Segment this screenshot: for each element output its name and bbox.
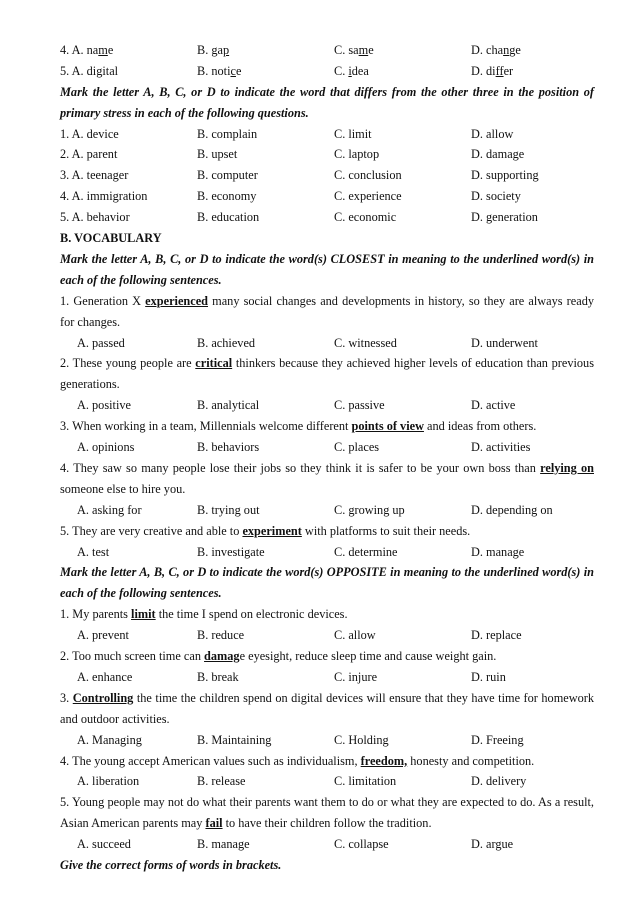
- stress-row: [60, 186, 594, 207]
- pronunciation-tail: [60, 40, 594, 82]
- closest-question-list: [60, 291, 594, 563]
- option-b: B. gap: [197, 43, 230, 57]
- answer-option-d: D. manage: [471, 544, 525, 559]
- answer-option-b: B. trying out: [197, 502, 260, 517]
- option-a: 3. A. teenager: [60, 168, 129, 183]
- option-b: B. upset: [197, 147, 238, 162]
- answer-option-a: A. positive: [77, 398, 131, 413]
- answer-options: [60, 333, 594, 354]
- stress-row: [60, 165, 594, 186]
- answer-option-b: B. Maintaining: [197, 732, 272, 747]
- answer-option-c: C. collapse: [334, 837, 389, 852]
- underlined-keyword: Controlling: [72, 690, 134, 705]
- question-text: 3. When working in a team, Millennials welcome different points of view and ideas from others.: [60, 419, 537, 434]
- answer-options: [60, 395, 594, 416]
- answer-option-a: A. enhance: [77, 669, 133, 684]
- answer-option-a: A. prevent: [77, 628, 129, 643]
- answer-option-d: D. depending on: [471, 502, 553, 517]
- vocabulary-heading: B. VOCABULARY: [60, 231, 162, 246]
- option-c: C. idea: [334, 63, 369, 78]
- option-c: C. economic: [334, 210, 397, 225]
- question-text: 2. Too much screen time can damage eyesight, reduce sleep time and cause weight gain.: [60, 649, 497, 664]
- answer-options: [60, 625, 594, 646]
- opposite-instruction: Mark the letter A, B, C, or D to indicate the word(s) OPPOSITE in meaning to the underlined word(s) in each of the following sentences.: [60, 565, 594, 601]
- question-text: 3. Controlling the time the children spend on digital devices will ensure that they have time for homework and outdoor activities.: [60, 690, 594, 726]
- option-a: 5. A. digital: [60, 63, 119, 78]
- option-d: D. change: [471, 43, 521, 57]
- stress-row: [60, 144, 594, 165]
- answer-options: [60, 542, 594, 563]
- answer-option-c: C. places: [334, 440, 380, 455]
- question-text: 5. They are very creative and able to experiment with platforms to suit their needs.: [60, 523, 471, 538]
- answer-option-a: A. succeed: [77, 837, 131, 852]
- answer-option-a: A. asking for: [77, 502, 142, 517]
- option-c: C. conclusion: [334, 168, 402, 183]
- underlined-keyword: experienced: [145, 293, 209, 308]
- answer-options: [60, 500, 594, 521]
- underlined-keyword: points of view: [351, 419, 424, 434]
- underlined-sound: ff: [495, 63, 504, 78]
- answer-options: [60, 437, 594, 458]
- answer-option-a: A. passed: [77, 335, 125, 350]
- answer-option-c: C. determine: [334, 544, 398, 559]
- pronunciation-row: [60, 40, 594, 61]
- answer-option-b: B. release: [197, 774, 246, 789]
- answer-option-d: D. Freeing: [471, 732, 524, 747]
- answer-options: [60, 834, 594, 855]
- answer-option-b: B. reduce: [197, 628, 245, 643]
- answer-option-d: D. replace: [471, 628, 522, 643]
- answer-option-b: B. break: [197, 669, 239, 684]
- word-forms-instruction: Give the correct forms of words in brackets.: [60, 858, 282, 873]
- worksheet-page: [60, 40, 594, 876]
- option-c: C. laptop: [334, 147, 380, 162]
- answer-option-c: C. witnessed: [334, 335, 397, 350]
- answer-option-c: C. injure: [334, 669, 378, 684]
- answer-option-b: B. behaviors: [197, 440, 260, 455]
- option-c: C. experience: [334, 189, 402, 204]
- answer-option-d: D. underwent: [471, 335, 538, 350]
- answer-option-a: A. Managing: [77, 732, 142, 747]
- underlined-keyword: experiment: [242, 523, 302, 538]
- underlined-sound: i: [348, 63, 352, 78]
- underlined-sound: c: [230, 63, 236, 78]
- stress-instruction: Mark the letter A, B, C, or D to indicate the word that differs from the other three in the position of primary stress in each of the following questions.: [60, 84, 594, 120]
- option-d: D. damage: [471, 147, 525, 162]
- option-a: 5. A. behavior: [60, 210, 130, 225]
- answer-options: [60, 771, 594, 792]
- option-a: 4. A. immigration: [60, 189, 148, 204]
- option-d: D. allow: [471, 126, 514, 141]
- answer-option-b: B. achieved: [197, 335, 256, 350]
- answer-option-c: C. Holding: [334, 732, 389, 747]
- answer-option-c: C. limitation: [334, 774, 397, 789]
- underlined-keyword: critical: [195, 356, 233, 371]
- question-text: 2. These young people are critical thinkers because they achieved higher levels of education than previous generations.: [60, 356, 594, 392]
- answer-options: [60, 730, 594, 751]
- option-b: B. education: [197, 210, 260, 225]
- option-b: B. computer: [197, 168, 258, 183]
- stress-question-list: [60, 124, 594, 228]
- option-b: B. complain: [197, 126, 258, 141]
- opposite-question-list: [60, 604, 594, 855]
- answer-option-b: B. analytical: [197, 398, 260, 413]
- answer-option-b: B. investigate: [197, 544, 265, 559]
- pronunciation-row: [60, 61, 594, 82]
- option-b: B. notice: [197, 63, 242, 78]
- underlined-sound: p: [222, 43, 230, 57]
- answer-option-d: D. delivery: [471, 774, 527, 789]
- question-text: 5. Young people may not do what their parents want them to do or what they are expected to do. As a result, Asian American parents may fail to have their children follow the tradition.: [60, 795, 594, 831]
- option-b: B. economy: [197, 189, 257, 204]
- underlined-keyword: limit: [131, 607, 156, 622]
- option-c: C. same: [334, 43, 374, 57]
- answer-option-d: D. argue: [471, 837, 514, 852]
- answer-option-c: C. growing up: [334, 502, 405, 517]
- option-a: 1. A. device: [60, 126, 119, 141]
- answer-option-c: C. passive: [334, 398, 385, 413]
- option-d: D. society: [471, 189, 521, 204]
- option-d: D. differ: [471, 63, 514, 78]
- question-text: 1. My parents limit the time I spend on electronic devices.: [60, 607, 348, 622]
- underlined-sound: g: [96, 63, 103, 78]
- question-text: 4. The young accept American values such as individualism, freedom, honesty and competition.: [60, 753, 535, 768]
- option-d: D. generation: [471, 210, 538, 225]
- underlined-sound: m: [358, 43, 369, 57]
- answer-option-b: B. manage: [197, 837, 250, 852]
- closest-instruction: Mark the letter A, B, C, or D to indicate the word(s) CLOSEST in meaning to the underlined word(s) in each of the following sentences.: [60, 251, 594, 287]
- underlined-keyword: fail: [205, 816, 223, 831]
- option-a: 2. A. parent: [60, 147, 118, 162]
- option-a: 4. A. name: [60, 43, 114, 57]
- answer-option-c: C. allow: [334, 628, 376, 643]
- option-c: C. limit: [334, 126, 372, 141]
- underlined-keyword: damag: [204, 649, 240, 664]
- question-text: 4. They saw so many people lose their jobs so they think it is safer to be your own boss than relying on someone else to hire you.: [60, 460, 594, 496]
- answer-option-d: D. active: [471, 398, 516, 413]
- option-d: D. supporting: [471, 168, 539, 183]
- answer-option-a: A. test: [77, 544, 110, 559]
- underlined-keyword: freedom,: [360, 753, 408, 768]
- answer-option-d: D. ruin: [471, 669, 506, 684]
- stress-row: [60, 124, 594, 145]
- answer-options: [60, 667, 594, 688]
- stress-row: [60, 207, 594, 228]
- question-text: 1. Generation X experienced many social changes and developments in history, so they are always ready for changes.: [60, 293, 594, 329]
- answer-option-a: A. opinions: [77, 440, 135, 455]
- underlined-keyword: relying on: [540, 460, 594, 475]
- underlined-sound: n: [503, 43, 510, 57]
- underlined-sound: m: [98, 43, 108, 57]
- answer-option-d: D. activities: [471, 440, 531, 455]
- answer-option-a: A. liberation: [77, 774, 140, 789]
